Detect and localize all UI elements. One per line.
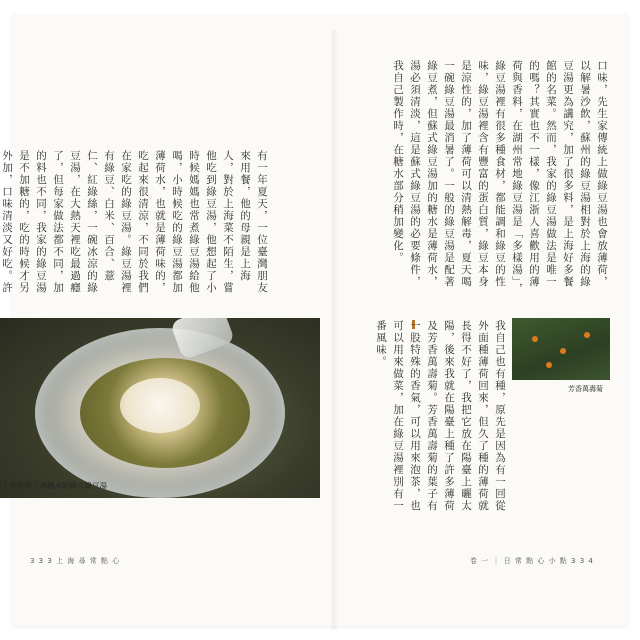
mung-bean-soup-photo (0, 318, 320, 498)
left-page-footer: 3 3 3 上 海 尋 常 點 心 (30, 557, 121, 565)
flower-image (532, 336, 538, 342)
flower-image (560, 348, 566, 354)
right-page-main-text: 口味，先生家傳統上做綠豆湯也會放薄荷，以解暑沙飲，蘇州的綠豆湯相對於上海的綠豆湯更為講究，加了很多料，是上海好多餐館的名菜。然而，我家的綠豆湯做法是唯一的嗎？其實也不一樣，像江浙人喜歡用的薄荷與香料，在湖州常地綠豆湯是「多樣湯」，綠豆湯裡有很多種食材，都能調和綠豆的性味，綠豆湯裡含有豐富的蛋白質，綠豆本身是涼性的，加了薄荷可以清熱解毒，夏天喝一碗綠豆湯最消暑了。一般的綠豆湯是配著綠豆煮，但蘇式綠豆湯加的糖水是薄荷水，湯必須清淡，這是蘇式綠豆湯的必要條件，我自己製作時，在糖水部分稍加變化。 (392, 60, 608, 295)
rice-image (120, 378, 200, 433)
left-photo-caption: 上桌時淋上冰糖水的蘇式綠豆湯 (2, 481, 107, 490)
right-page-side-text: 我自己也有種，原先是因為有一回從外面種薄荷回來，但久了種的薄荷就長得不好了，我把它放在陽臺上曬太陽，後來我就在陽臺上種了許多薄荷及芳香萬壽菊。芳香萬壽菊的葉子有一股特殊的香氣，可以用來泡茶，也可以用來做菜，加在綠豆湯裡別有一番風味。 (375, 320, 506, 512)
book-gutter (330, 30, 338, 630)
right-photo-caption: 芳香萬壽菊 (568, 385, 603, 393)
right-page-footer: 卷 一 ｜ 日 常 點 心 小 點 3 3 4 (470, 557, 594, 565)
left-page-main-text: 有一年夏天，一位臺灣朋友來用餐，他的母親是上海人，對於上海菜不陌生，嘗他吃到綠豆湯，他想起了小時候媽媽也常煮綠豆湯給他喝，小時候吃的綠豆湯都加薄荷水，也就是薄荷味的，吃起來很清涼，不同於我們在家吃的綠豆湯。綠豆湯裡有綠豆、白米、百合、薏仁、紅綠絲，一碗冰涼的綠豆湯，在大熱天裡吃最過癮了，但每家做法都不同，加的料也不同，我家的綠豆湯是不加糖的，吃的時候才另外加，口味清淡又好吃。許 (1, 150, 268, 294)
flower-image (546, 362, 552, 368)
marigold-photo (512, 318, 610, 380)
flower-image (584, 332, 590, 338)
